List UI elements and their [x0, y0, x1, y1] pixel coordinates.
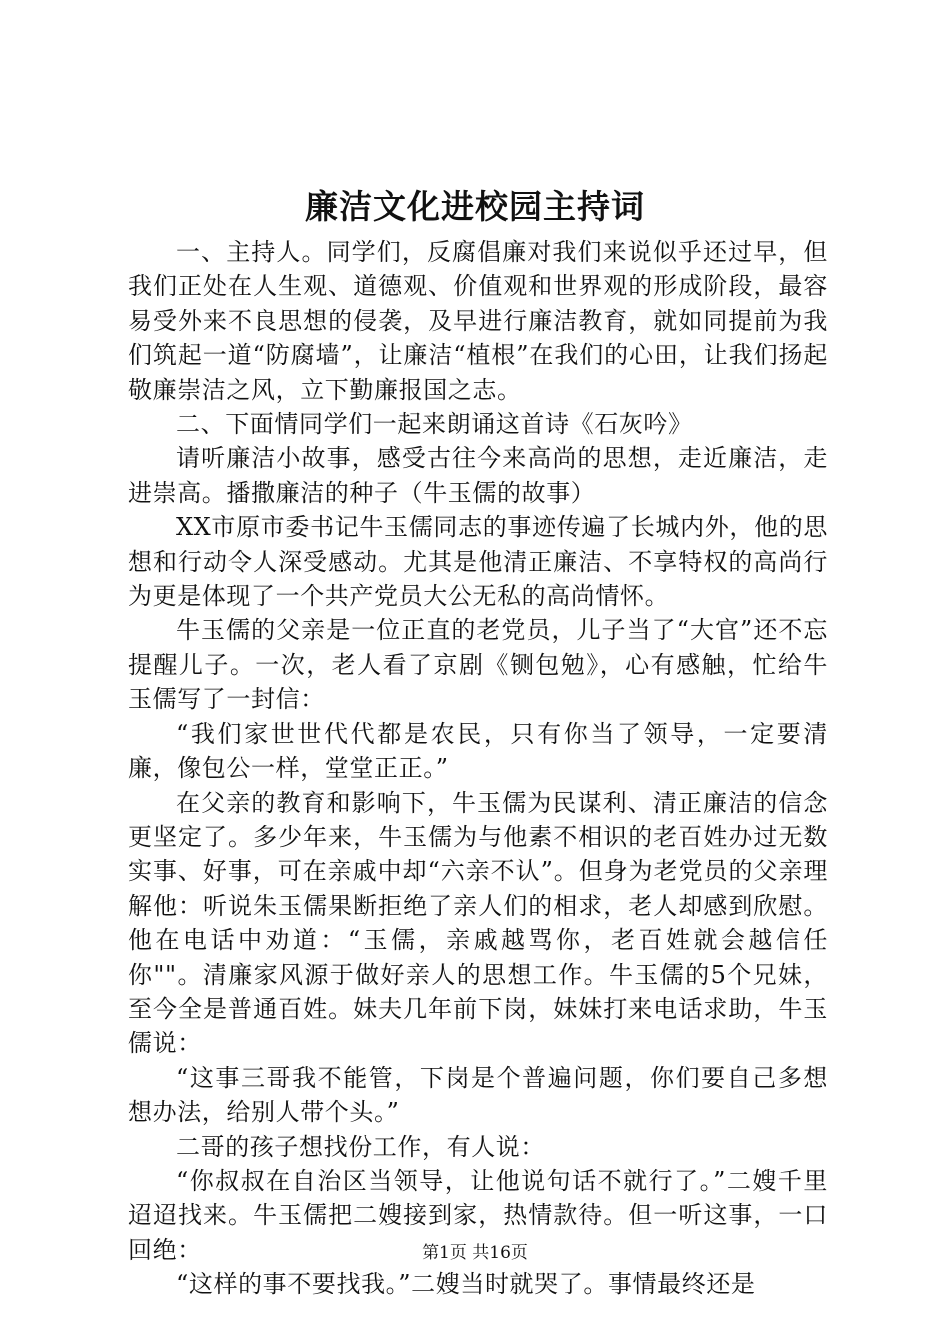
paragraph-nephew-job: 二哥的孩子想找份工作，有人说：: [176, 1132, 545, 1161]
page-number-footer: 第1页 共16页: [422, 1243, 528, 1263]
paragraph-host-intro: 一、主持人。同学们，反腐倡廉对我们来说似乎还过早，但我们正处在人生观、道德观、价值观和世界观的形成阶段，最容易受外来不良思想的侵袭，及早进行廉洁教育，就如同提前为我们筑起一道“防腐墙”，让廉洁“植根”在我们的心田，让我们扬起敬廉崇洁之风，立下勤廉报国之志。: [128, 238, 828, 404]
document-body: [128, 235, 828, 1302]
paragraph-father-letter: 牛玉儒的父亲是一位正直的老党员，儿子当了“大官”还不忘提醒儿子。一次，老人看了京剧《铡包勉》，心有感触，忙给牛玉儒写了一封信：: [128, 616, 828, 714]
paragraph-refusal: “这样的事不要找我。”二嫂当时就哭了。事情最终还是: [176, 1270, 756, 1299]
paragraph-letter-quote: “我们家世世代代都是农民，只有你当了领导，一定要清廉，像包公一样，堂堂正正。”: [128, 719, 828, 783]
document-title: 廉洁文化进校园主持词: [305, 187, 645, 226]
paragraph-story-intro: 请听廉洁小故事，感受古往今来高尚的思想，走近廉洁，走进崇高。播撒廉洁的种子（牛玉儒的故事）: [128, 444, 828, 507]
paragraph-niu-yuru-deeds: XX市原市委书记牛玉儒同志的事迹传遍了长城内外，他的思想和行动令人深受感动。尤其是他清正廉洁、不享特权的高尚行为更是体现了一个共产党员大公无私的高尚情怀。: [128, 513, 828, 611]
paragraph-sister-in-law-visit: “你叔叔在自治区当领导，让他说句话不就行了。”二嫂千里迢迢找来。牛玉儒把二嫂接到家，热情款待。但一听这事，一口回绝：: [128, 1166, 828, 1264]
paragraph-poem-recital: 二、下面情同学们一起来朗诵这首诗《石灰吟》: [176, 410, 693, 439]
paragraph-family-influence: 在父亲的教育和影响下，牛玉儒为民谋利、清正廉洁的信念更坚定了。多少年来，牛玉儒为与他素不相识的老百姓办过无数实事、好事，可在亲戚中却“六亲不认”。但身为老党员的父亲理解他：听说朱玉儒果断拒绝了亲人们的相求，老人却感到欣慰。他在电话中劝道：“玉儒，亲戚越骂你，老百姓就会越信任你""。清廉家风源于做好亲人的思想工作。牛玉儒的5个兄妹，至今全是普通百姓。妹夫几年前下岗，妹妹打来电话求助，牛玉儒说：: [128, 788, 828, 1058]
paragraph-third-brother-quote: “这事三哥我不能管，下岗是个普遍问题，你们要自己多想想办法，给别人带个头。”: [128, 1063, 828, 1127]
